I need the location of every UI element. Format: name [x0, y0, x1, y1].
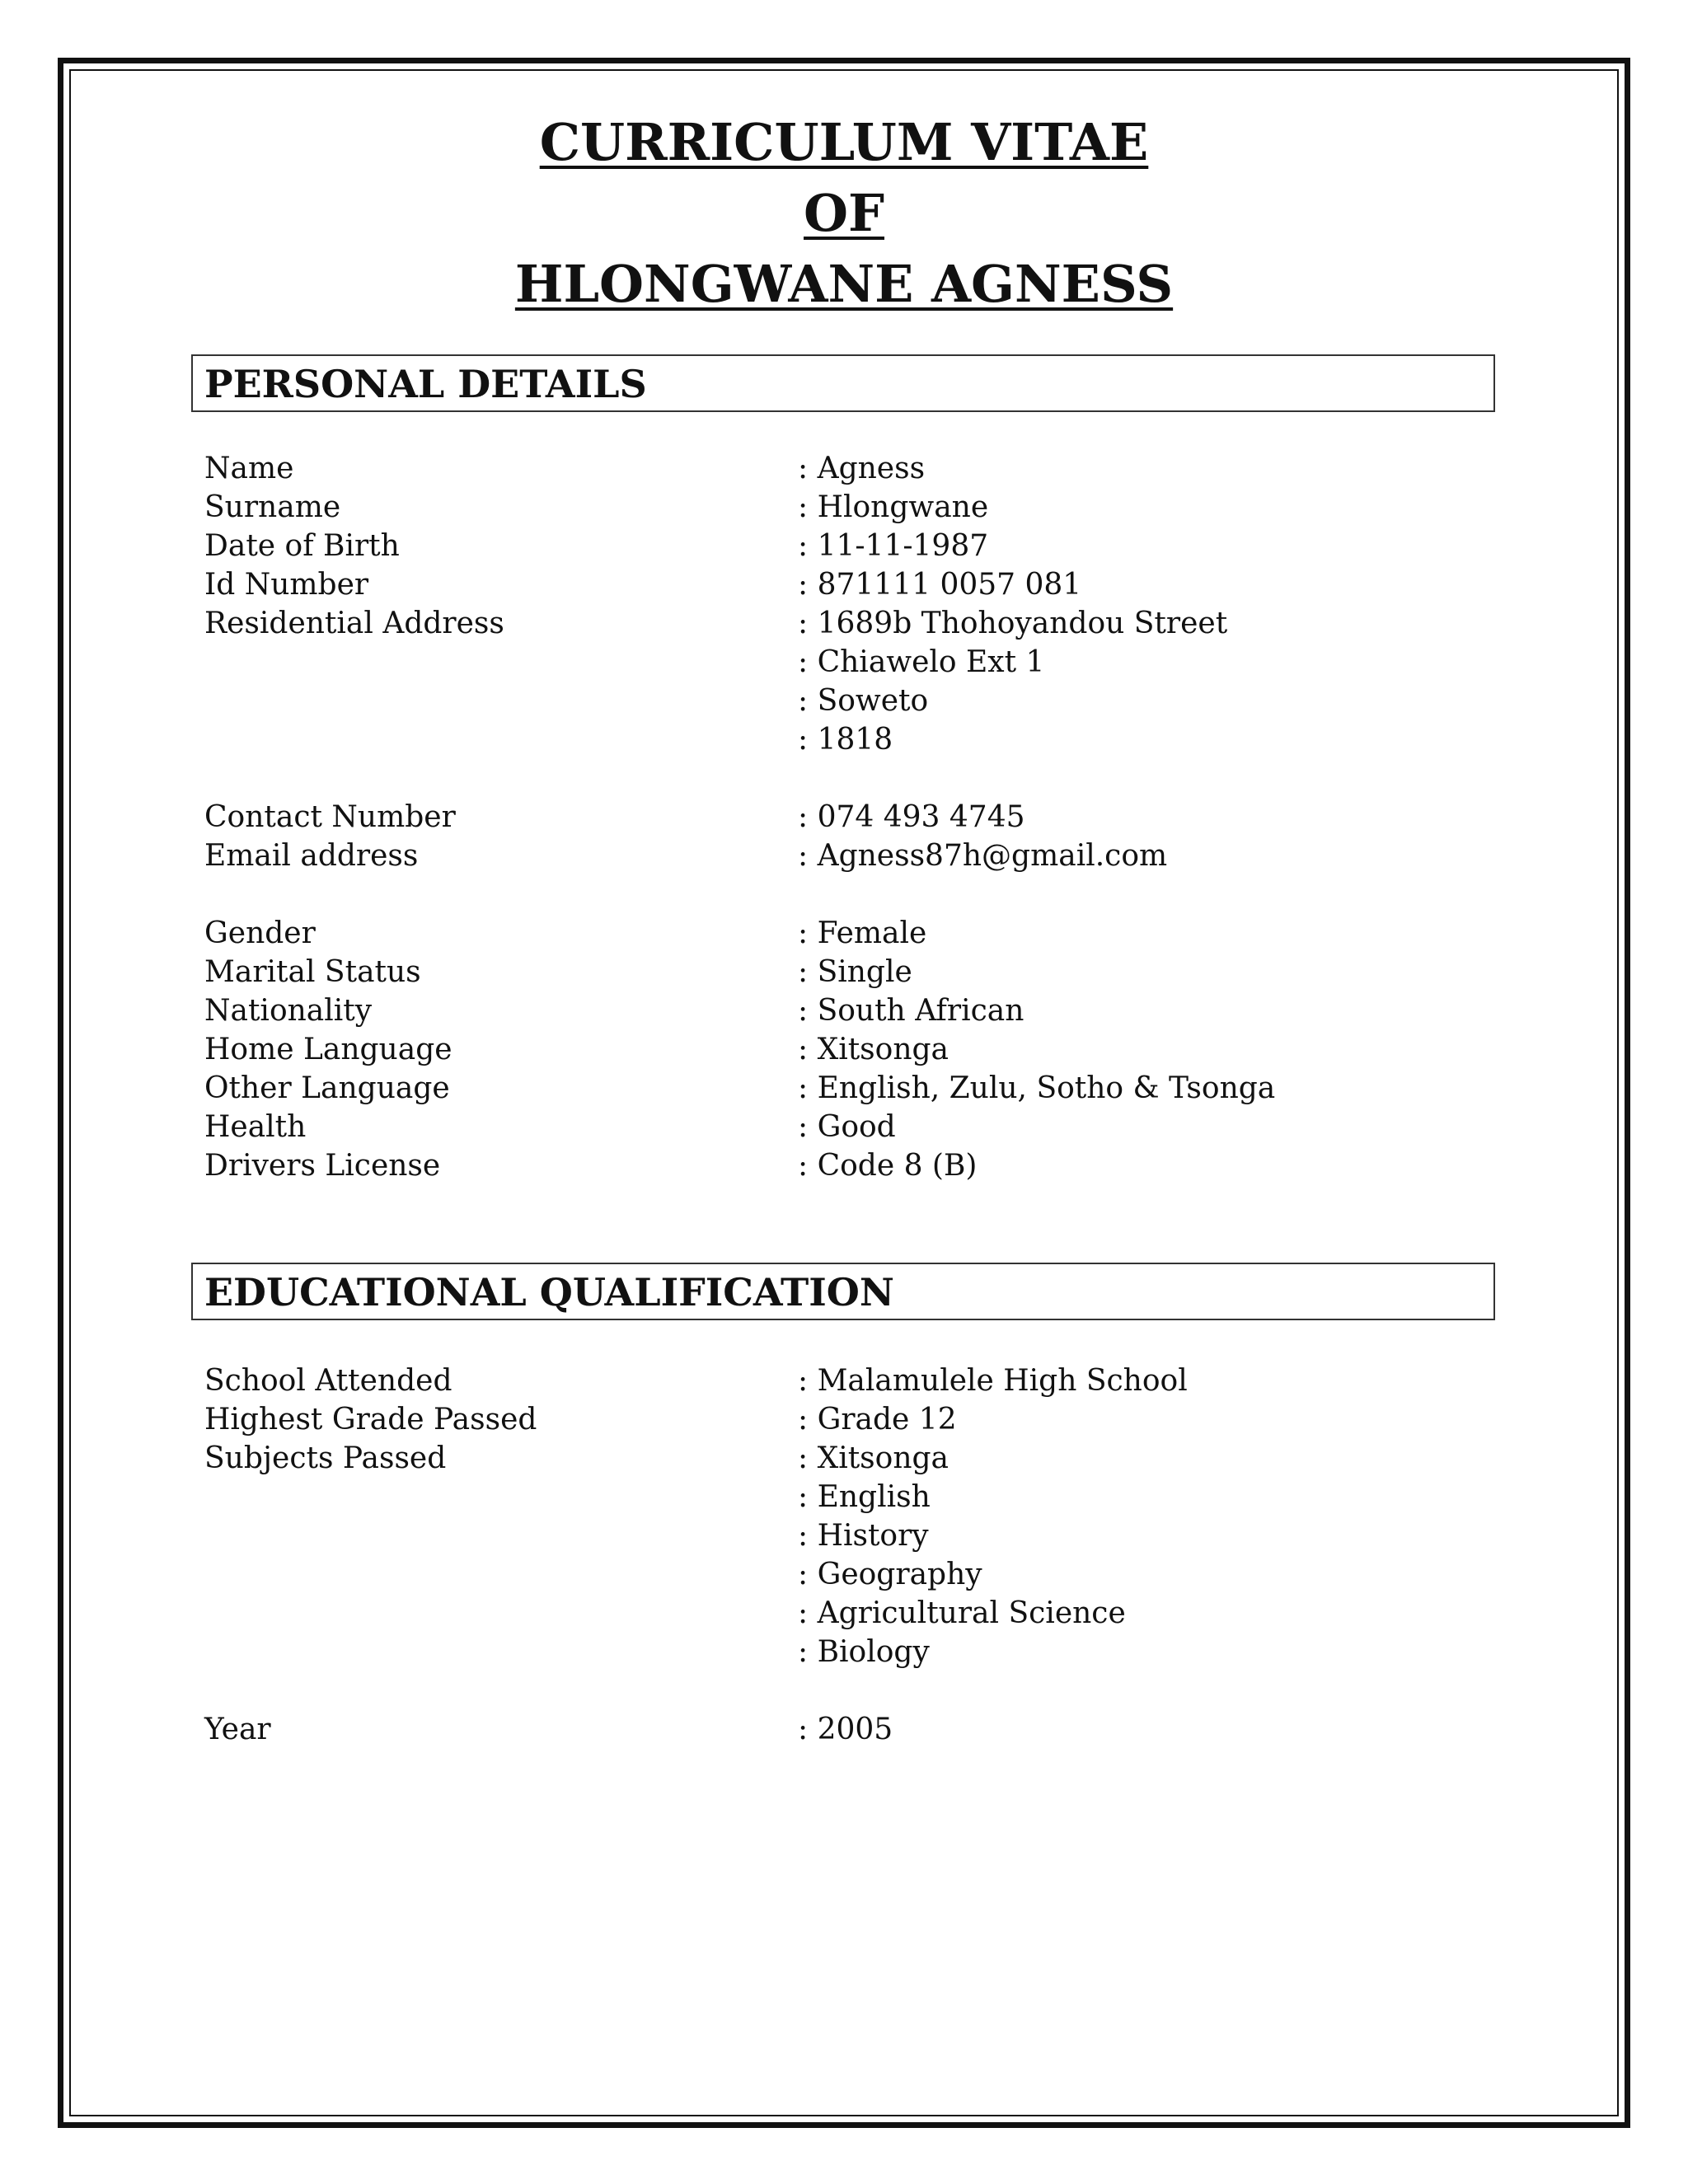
row-value: : Good [798, 1110, 896, 1144]
row-value: : Code 8 (B) [798, 1149, 978, 1183]
row-value: : Xitsonga [798, 1033, 950, 1066]
personal-details-header [191, 354, 1495, 412]
row-label: Nationality [204, 994, 373, 1028]
row-value: : 1818 [798, 723, 893, 757]
education-row-school [204, 1361, 1490, 1400]
detail-row-address-line-2 [204, 643, 1490, 682]
row-value: : 074 493 4745 [798, 800, 1025, 834]
row-value: : Agness87h@gmail.com [798, 839, 1168, 873]
education-row-subjects [204, 1439, 1490, 1478]
row-value: : Biology [798, 1635, 930, 1669]
detail-row-marital-status [204, 953, 1490, 991]
row-label: Name [204, 452, 294, 485]
row-label: Highest Grade Passed [204, 1403, 537, 1436]
row-label: Year [204, 1713, 271, 1746]
detail-row-nationality [204, 991, 1490, 1030]
education-row-subject [204, 1633, 1490, 1671]
row-value: : 2005 [798, 1713, 893, 1746]
detail-row-drivers-license [204, 1146, 1490, 1185]
education-row-subject [204, 1478, 1490, 1516]
detail-row-id-number [204, 565, 1490, 604]
row-label: Residential Address [204, 607, 504, 640]
detail-row-address [204, 604, 1490, 643]
detail-row-health [204, 1108, 1490, 1146]
document-title [0, 107, 1688, 320]
detail-row-gender [204, 914, 1490, 953]
personal-details-heading: PERSONAL DETAILS [204, 362, 647, 406]
row-label: Surname [204, 490, 341, 524]
education-row-subject [204, 1594, 1490, 1633]
row-value: : Geography [798, 1558, 982, 1591]
spacer [204, 1671, 1490, 1710]
detail-row-home-language [204, 1030, 1490, 1069]
row-value: : 871111 0057 081 [798, 568, 1082, 602]
personal-details-list [204, 449, 1490, 1185]
detail-row-address-line-3 [204, 682, 1490, 720]
spacer [204, 759, 1490, 798]
education-header [191, 1263, 1495, 1320]
row-label: Id Number [204, 568, 369, 602]
row-value: : Agness [798, 452, 926, 485]
row-label: Marital Status [204, 955, 421, 989]
detail-row-date-of-birth [204, 527, 1490, 565]
education-row-highest-grade [204, 1400, 1490, 1439]
detail-row-address-line-4 [204, 720, 1490, 759]
row-value: : Grade 12 [798, 1403, 957, 1436]
row-label: School Attended [204, 1364, 452, 1398]
detail-row-name [204, 449, 1490, 488]
education-list [204, 1361, 1490, 1749]
row-value: : South African [798, 994, 1025, 1028]
title-line-1: CURRICULUM VITAE [539, 112, 1149, 172]
detail-row-other-language [204, 1069, 1490, 1108]
row-label: Subjects Passed [204, 1441, 447, 1475]
row-value: : English [798, 1480, 931, 1514]
row-value: : Agricultural Science [798, 1596, 1126, 1630]
row-label: Drivers License [204, 1149, 441, 1183]
education-heading: EDUCATIONAL QUALIFICATION [204, 1270, 894, 1315]
title-line-2: OF [803, 183, 885, 243]
detail-row-surname [204, 488, 1490, 527]
education-row-subject [204, 1555, 1490, 1594]
spacer [204, 875, 1490, 914]
row-label: Email address [204, 839, 419, 873]
education-row-year [204, 1710, 1490, 1749]
row-value: : Xitsonga [798, 1441, 950, 1475]
education-row-subject [204, 1516, 1490, 1555]
row-value: : Single [798, 955, 912, 989]
row-value: : Female [798, 916, 927, 950]
row-label: Date of Birth [204, 529, 400, 563]
row-value: : 1689b Thohoyandou Street [798, 607, 1228, 640]
row-value: : Soweto [798, 684, 929, 718]
row-label: Home Language [204, 1033, 452, 1066]
title-line-3: HLONGWANE AGNESS [514, 254, 1174, 314]
row-value: : English, Zulu, Sotho & Tsonga [798, 1071, 1276, 1105]
row-label: Contact Number [204, 800, 456, 834]
row-label: Other Language [204, 1071, 450, 1105]
row-label: Health [204, 1110, 307, 1144]
row-value: : Hlongwane [798, 490, 989, 524]
row-value: : Malamulele High School [798, 1364, 1188, 1398]
row-label: Gender [204, 916, 316, 950]
detail-row-contact-number [204, 798, 1490, 837]
row-value: : History [798, 1519, 929, 1553]
row-value: : Chiawelo Ext 1 [798, 645, 1045, 679]
detail-row-email [204, 837, 1490, 875]
row-value: : 11-11-1987 [798, 529, 989, 563]
